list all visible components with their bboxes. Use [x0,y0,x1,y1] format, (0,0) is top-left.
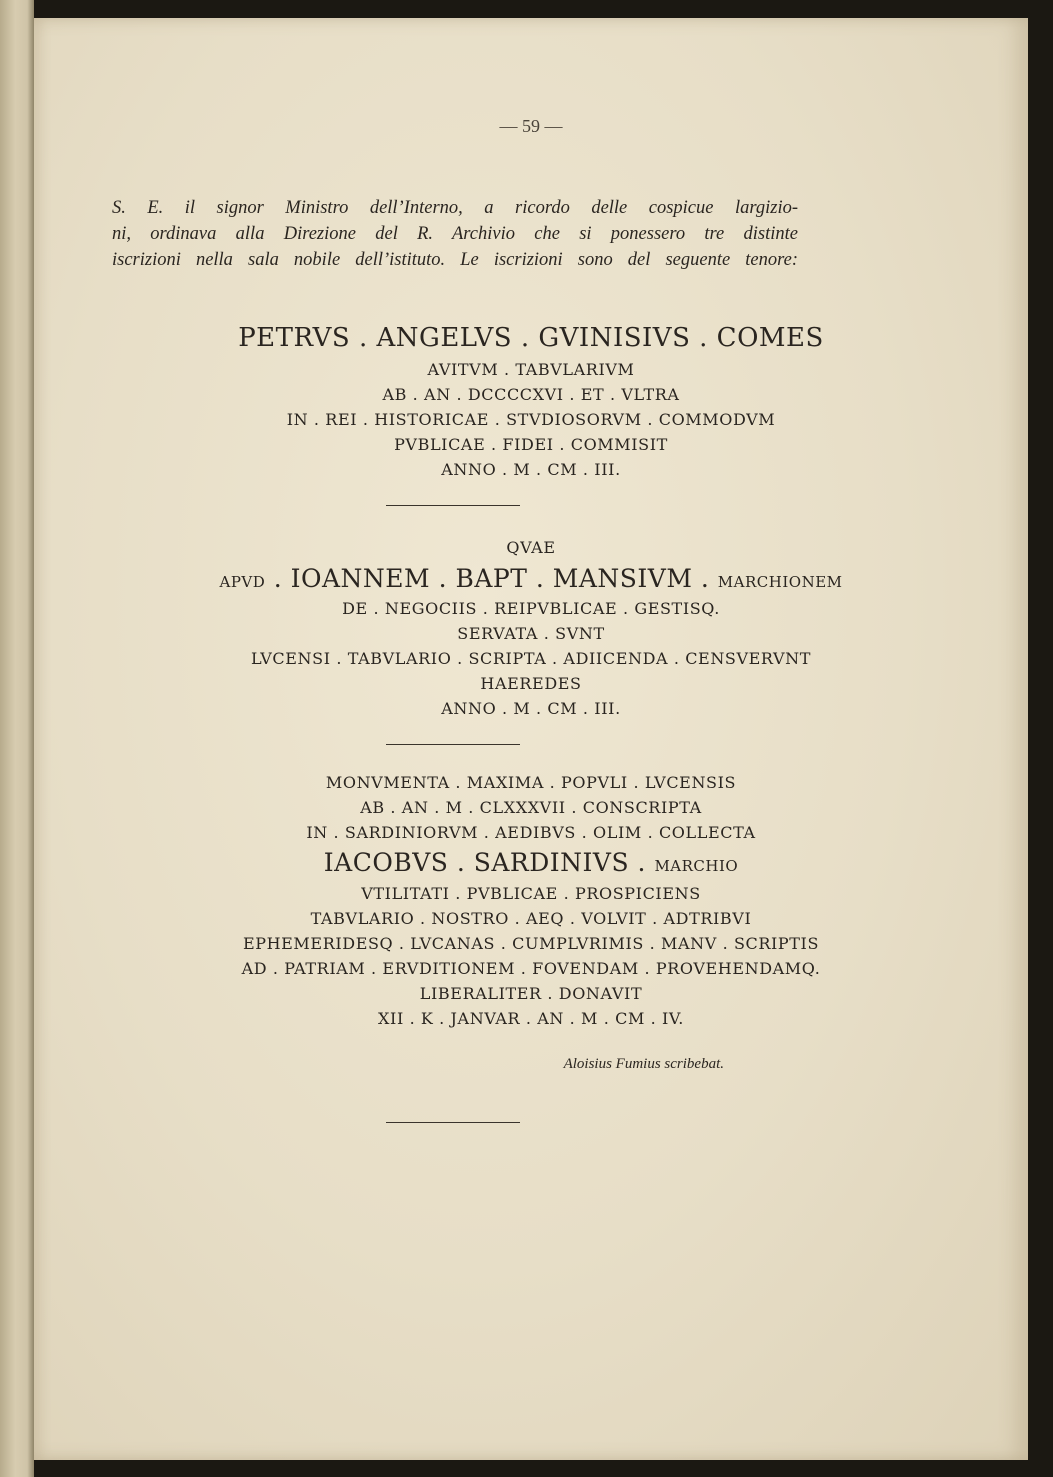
inscription1-line: ANNO . M . CM . III. [441,460,621,479]
signature: Aloisius Fumius scribebat. [563,1056,724,1072]
inscription2-apud: APVD [219,573,266,591]
separator-rule [386,744,520,745]
intro-line-3: iscrizioni nella sala nobile dell’istituto. Le iscrizioni sono del seguente tenore: [112,250,798,270]
page-number: — 59 — [499,116,563,136]
inscription3-name: IACOBVS . SARDINIVS . [323,848,646,877]
inscription3-title [34,848,1028,877]
inscription3-line: XII . K . JANVAR . AN . M . CM . IV. [378,1009,684,1028]
inscription2-line: SERVATA . SVNT [457,624,605,643]
inscription2-title [34,564,1028,593]
inscription3-name-tail: MARCHIO [654,857,739,875]
inscription1-line: PVBLICAE . FIDEI . COMMISIT [394,435,668,454]
separator-rule [386,505,520,506]
inscription3-line: TABVLARIO . NOSTRO . AEQ . VOLVIT . ADTRIBVI [310,909,752,928]
intro-line-1: S. E. il signor Ministro dell’Interno, a ricordo delle cospicue largizio- [112,198,798,218]
inscription3-line: AD . PATRIAM . ERVDITIONEM . FOVENDAM . PROVEHENDAMQ. [241,959,821,978]
inscription3-line: VTILITATI . PVBLICAE . PROSPICIENS [361,884,701,903]
inscription2-line: HAEREDES [480,674,582,693]
inscription2-pre: QVAE [506,538,556,557]
book-spine [0,0,34,1477]
inscription3-line: LIBERALITER . DONAVIT [419,984,643,1003]
separator-rule [386,1122,520,1123]
inscription2-name: . IOANNEM . BAPT . MANSIVM . [273,564,710,593]
inscription1-line: AVITVM . TABVLARIVM [427,360,635,379]
inscription2-title-tail: MARCHIONEM [717,573,843,591]
inscription3-line: EPHEMERIDESQ . LVCANAS . CUMPLVRIMIS . MANV . SCRIPTIS [242,934,820,953]
inscription3-line: MONVMENTA . MAXIMA . POPVLI . LVCENSIS [325,773,737,792]
inscription1-line: IN . REI . HISTORICAE . STVDIOSORVM . COMMODVM [286,410,776,429]
intro-line-2: ni, ordinava alla Direzione del R. Archivio che si ponessero tre distinte [112,224,798,244]
inscription2-line: DE . NEGOCIIS . REIPVBLICAE . GESTISQ. [342,599,720,618]
inscription3-line: IN . SARDINIORVM . AEDIBVS . OLIM . COLLECTA [306,823,756,842]
inscription1-title: PETRVS . ANGELVS . GVINISIVS . COMES [238,323,824,353]
book-page [34,18,1028,1460]
inscription1-line: AB . AN . DCCCCXVI . ET . VLTRA [382,385,680,404]
inscription2-line: LVCENSI . TABVLARIO . SCRIPTA . ADIICENDA . CENSVERVNT [250,649,812,668]
inscription3-line: AB . AN . M . CLXXXVII . CONSCRIPTA [360,798,702,817]
inscription2-line: ANNO . M . CM . III. [441,699,621,718]
